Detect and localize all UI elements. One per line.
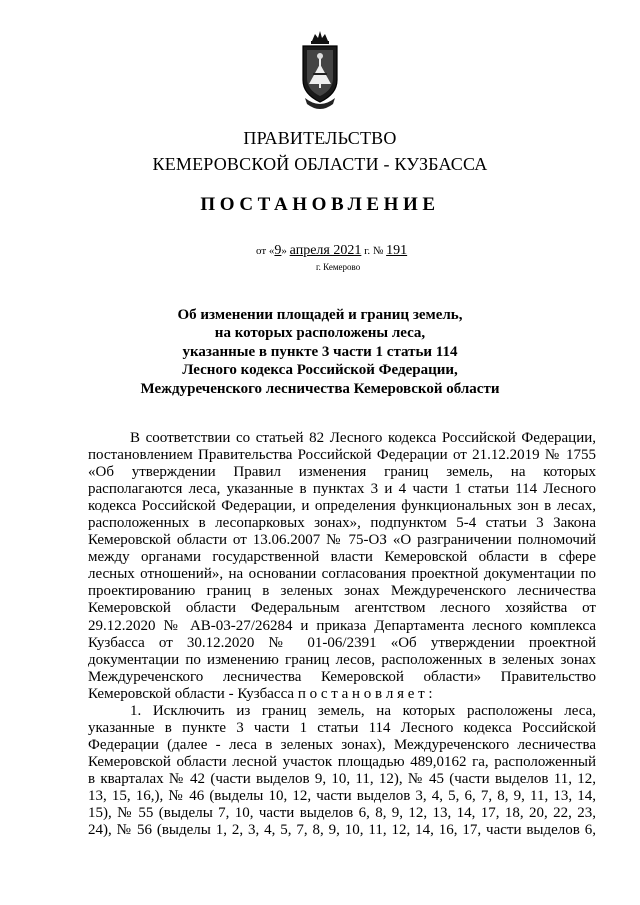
date-prefix: от « — [256, 245, 275, 257]
body-line: 24), № 56 (выделы 1, 2, 3, 4, 5, 7, 8, 9, 10, 11, 12, 14, 16, 17, части выделов 6, — [88, 822, 596, 839]
body-line: между органами государственной власти Кемеровской области в сфере — [88, 549, 596, 566]
body-line: кодекса Российской Федерации, и определения функциональных зон в лесах, — [88, 498, 596, 515]
decree-title — [0, 306, 640, 398]
body-line: в кварталах № 42 (части выделов 9, 10, 11, 12), № 45 (части выделов 11, 12, — [88, 770, 596, 787]
body-line: расположенных в лесопарковых зонах», подпунктом 5-4 статьи 3 Закона — [88, 515, 596, 532]
body-line: указанные в пункте 3 части 1 статьи 114 Лесного кодекса Российской — [88, 719, 596, 736]
city-label: г. Кемерово — [316, 262, 361, 272]
body-line: 13, 15, 16,), № 46 (выделы 10, 12, части выделов 3, 4, 5, 6, 7, 8, 9, 11, 13, 14, — [88, 787, 596, 804]
date-month-year: апреля 2021 — [289, 243, 362, 258]
date-day: 9 — [274, 243, 282, 258]
body-line: В соответствии со статьей 82 Лесного кодекса Российской Федерации, — [130, 430, 596, 446]
body-line: Федерации (далее - леса в зеленых зонах), Междуреченского лесничества — [88, 736, 596, 753]
body-line: постановлением Правительства Российской Федерации от 21.12.2019 № 1755 — [88, 447, 596, 464]
government-name-line1: ПРАВИТЕЛЬСТВО — [243, 128, 397, 148]
body-line: Междуреченского лесничества Кемеровской области» Правительство — [88, 668, 596, 685]
body-line: Кемеровской области Федеральным агентством лесного хозяйства от — [88, 600, 596, 617]
body-line: «Об утверждении Правил изменения границ земель, на которых — [88, 464, 596, 481]
body-line: располагаются леса, указанные в пунктах 3 и 4 части 1 статьи 114 Лесного — [88, 481, 596, 498]
body-line: Кемеровской области лесной участок площадью 489,0162 га, расположенный — [88, 753, 596, 770]
title-line: Междуреченского лесничества Кемеровской области — [140, 380, 500, 397]
title-line: Об изменении площадей и границ земель, — [177, 307, 463, 323]
body-line: документации по изменению границ лесов, расположенных в зеленых зонах — [88, 651, 596, 668]
coat-of-arms-icon — [299, 28, 341, 116]
date-year-suffix: г. № — [364, 245, 384, 257]
body-line: 29.12.2020 № АВ-03-27/26284 и приказа Департамента лесного комплекса — [88, 617, 596, 634]
decree-number: 191 — [386, 243, 408, 258]
title-line: Лесного кодекса Российской Федерации, — [182, 362, 458, 379]
date-mid: » — [281, 245, 287, 257]
body-line: 1. Исключить из границ земель, на которых расположены леса, — [130, 702, 596, 719]
decree-date-line — [256, 243, 407, 259]
body-line: проектированию границ в зеленых зонах Междуреченского лесничества — [88, 583, 596, 600]
body-line: 15), № 55 (выделы 7, 10, части выделов 6, 8, 9, 12, 13, 14, 17, 18, 20, 22, 23, — [88, 805, 596, 822]
body-line: Кемеровской области от 13.06.2007 № 75-ОЗ «О разграничении полномочий — [88, 532, 596, 549]
body-line: Кузбасса от 30.12.2020 № 01-06/2391 «Об утверждении проектной — [88, 634, 596, 651]
title-line: на которых расположены леса, — [214, 325, 426, 342]
decree-body — [88, 430, 596, 839]
body-line: Кемеровской области - Кузбасса п о с т а н о в л я е т : — [88, 685, 433, 702]
title-line: указанные в пункте 3 части 1 статьи 114 — [182, 343, 458, 360]
body-line: лесных отношений», на основании согласования проектной документации по — [88, 566, 596, 583]
document-type-heading: ПОСТАНОВЛЕНИЕ — [200, 194, 440, 215]
government-name-line2: КЕМЕРОВСКОЙ ОБЛАСТИ - КУЗБАССА — [152, 154, 488, 174]
